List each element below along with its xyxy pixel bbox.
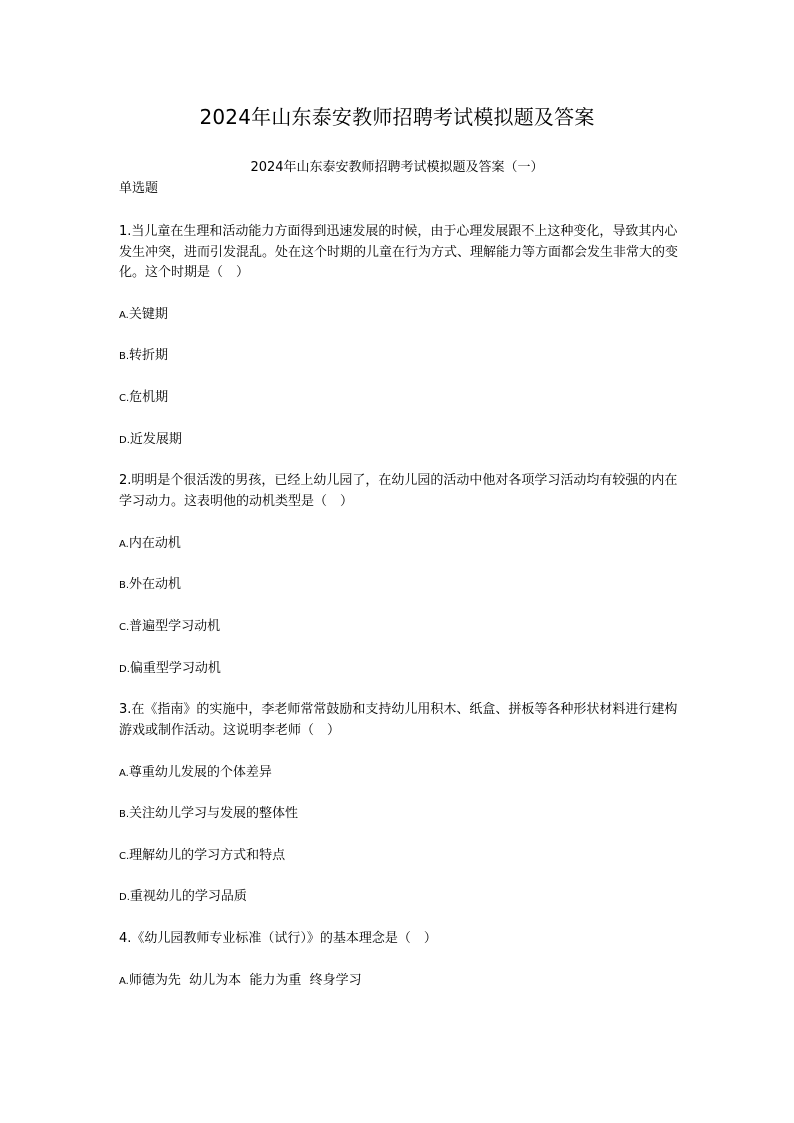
option-text: 偏重型学习动机	[129, 661, 221, 676]
option-letter: B.	[119, 351, 130, 362]
option-text: 重视幼儿的学习品质	[129, 889, 247, 904]
question-3-option-c	[119, 846, 285, 867]
document-title: 2024年山东泰安教师招聘考试模拟题及答案	[199, 105, 595, 129]
option-letter: C.	[119, 851, 130, 862]
option-text: 内在动机	[128, 536, 181, 551]
option-text: 尊重幼儿发展的个体差异	[128, 765, 272, 780]
option-text: 外在动机	[129, 577, 182, 592]
option-letter: A.	[119, 976, 129, 987]
option-letter: C.	[119, 393, 130, 404]
option-text: 转折期	[129, 348, 169, 363]
question-1-option-b	[119, 346, 168, 367]
option-text: 关注幼儿学习与发展的整体性	[129, 806, 299, 821]
question-2-option-d	[119, 659, 221, 680]
question-2-option-a	[119, 534, 181, 555]
question-3-option-b	[119, 804, 298, 825]
question-2-option-c	[119, 617, 220, 638]
option-letter: D.	[119, 664, 130, 675]
question-1-option-c	[119, 388, 168, 409]
question-4-stem: 4.《幼儿园教师专业标准（试行）》的基本理念是（ ）	[119, 931, 437, 946]
question-2-option-b	[119, 575, 181, 596]
option-letter: D.	[119, 435, 130, 446]
option-letter: A.	[119, 310, 129, 321]
option-text: 关键期	[128, 307, 168, 322]
document-subtitle: 2024年山东泰安教师招聘考试模拟题及答案（一）	[250, 160, 544, 175]
option-letter: D.	[119, 892, 130, 903]
question-3-option-d	[119, 887, 247, 908]
question-2-stem: 2.明明是个很活泼的男孩，已经上幼儿园了，在幼儿园的活动中他对各项学习活动均有较强的内在学习动力。这表明他的动机类型是（ ）	[119, 473, 678, 509]
option-text: 理解幼儿的学习方式和特点	[129, 848, 286, 863]
option-letter: A.	[119, 539, 129, 550]
option-letter: A.	[119, 768, 129, 779]
question-3-option-a	[119, 763, 272, 784]
option-letter: B.	[119, 809, 130, 820]
option-text: 危机期	[129, 390, 169, 405]
option-text: 师德为先 幼儿为本 能力为重 终身学习	[128, 973, 362, 988]
question-4-option-a	[119, 971, 362, 992]
option-text: 普遍型学习动机	[129, 619, 221, 634]
option-letter: C.	[119, 622, 130, 633]
section-heading: 单选题	[119, 181, 159, 196]
option-text: 近发展期	[129, 432, 182, 447]
option-letter: B.	[119, 580, 130, 591]
question-3-stem: 3.在《指南》的实施中，李老师常常鼓励和支持幼儿用积木、纸盒、拼板等各种形状材料进行建构游戏或制作活动。这说明李老师（ ）	[119, 702, 678, 738]
question-1-option-a	[119, 305, 168, 326]
question-1-stem: 1.当儿童在生理和活动能力方面得到迅速发展的时候，由于心理发展跟不上这种变化，导致其内心发生冲突，进而引发混乱。处在这个时期的儿童在行为方式、理解能力等方面都会发生非常大的变化。这个时期是（ ）	[119, 224, 679, 280]
question-1-option-d	[119, 430, 182, 451]
